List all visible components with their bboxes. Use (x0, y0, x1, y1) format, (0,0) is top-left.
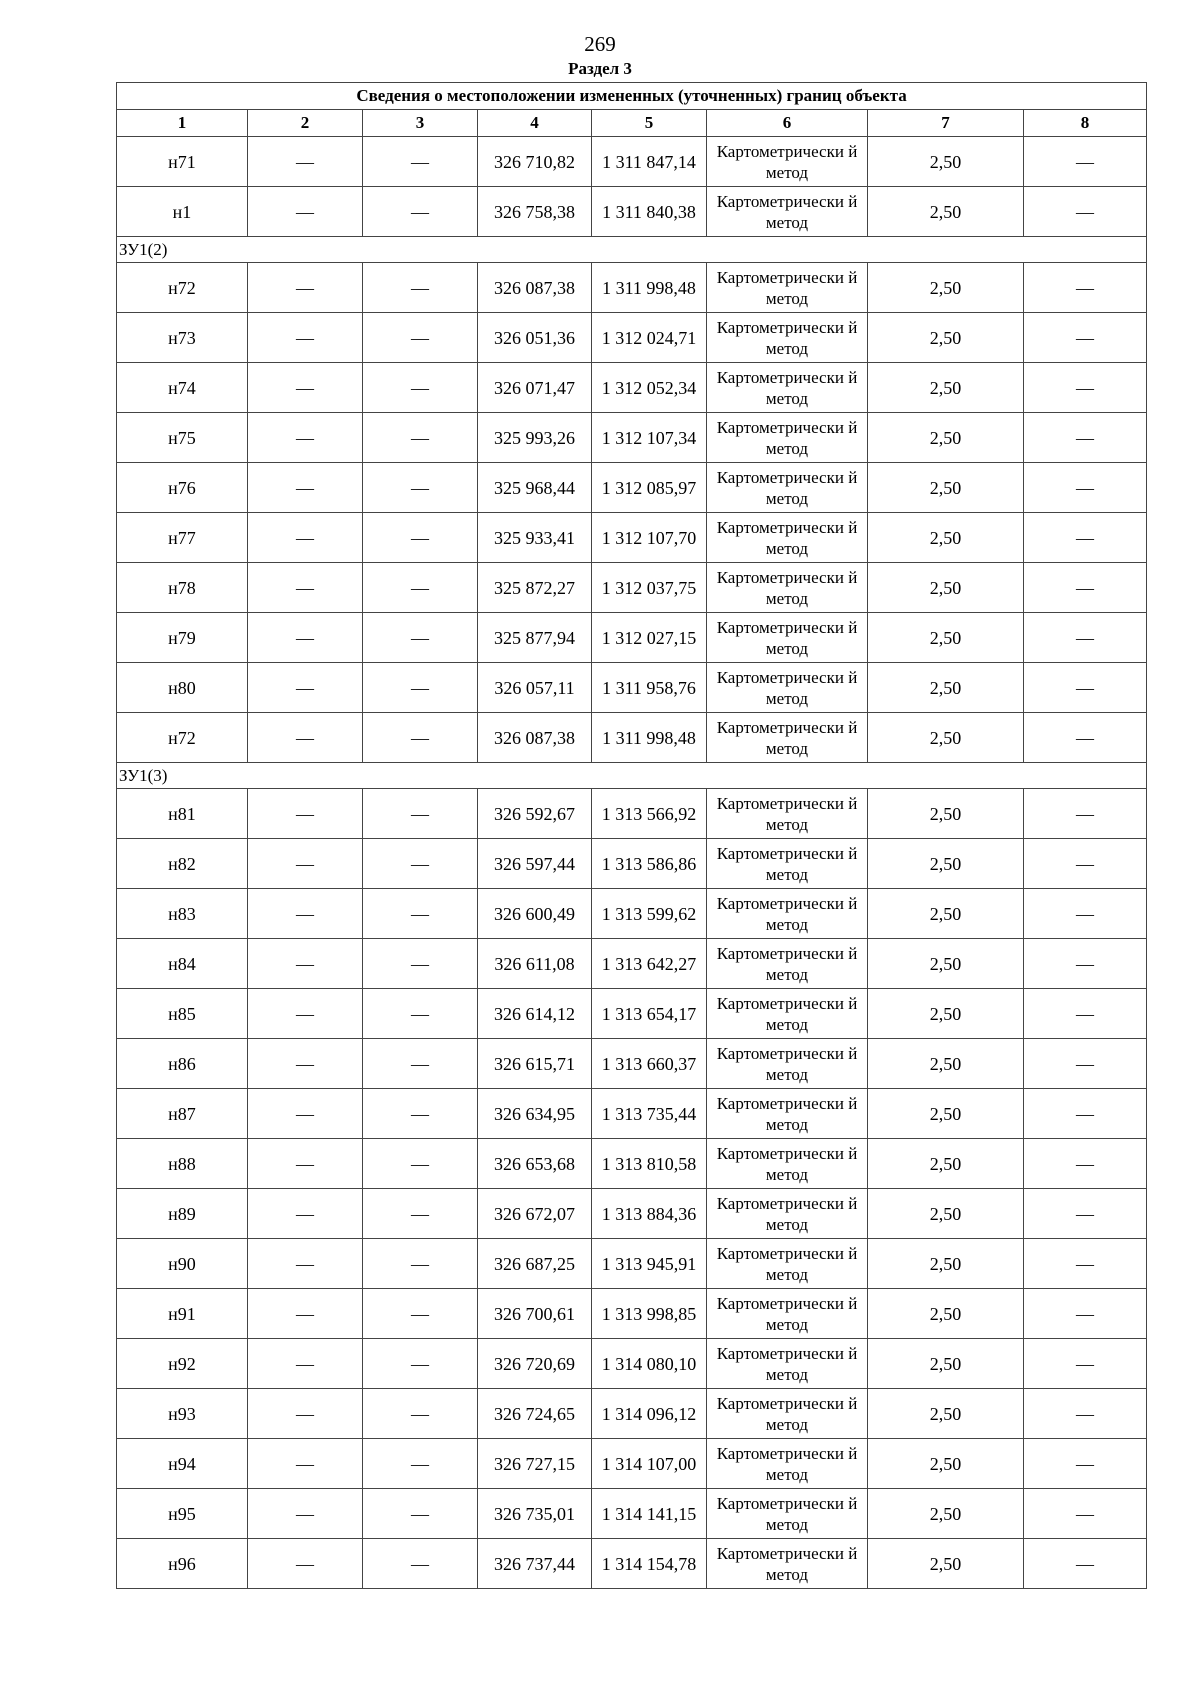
empty-dash-cell: — (1024, 789, 1147, 839)
page-number: 269 (584, 32, 616, 56)
precision-cell: 2,50 (868, 1089, 1024, 1139)
y-coordinate-cell: 1 311 958,76 (592, 663, 707, 713)
empty-dash-cell: — (363, 1039, 478, 1089)
empty-dash-cell: — (1024, 563, 1147, 613)
empty-dash-cell: — (1024, 889, 1147, 939)
point-name-cell: н82 (117, 839, 248, 889)
x-coordinate-cell: 326 720,69 (478, 1339, 592, 1389)
empty-dash-cell: — (363, 363, 478, 413)
empty-dash-cell: — (363, 463, 478, 513)
table-row (117, 1089, 1147, 1139)
column-number: 5 (592, 110, 707, 137)
table-row (117, 1289, 1147, 1339)
point-name-cell: н76 (117, 463, 248, 513)
table-row (117, 1539, 1147, 1589)
empty-dash-cell: — (363, 663, 478, 713)
table-row (117, 1239, 1147, 1289)
point-name-cell: н92 (117, 1339, 248, 1389)
x-coordinate-cell: 326 700,61 (478, 1289, 592, 1339)
precision-cell: 2,50 (868, 263, 1024, 313)
precision-cell: 2,50 (868, 1389, 1024, 1439)
point-name-cell: н80 (117, 663, 248, 713)
method-cell: Картометрически й метод (707, 1489, 868, 1539)
empty-dash-cell: — (1024, 1039, 1147, 1089)
y-coordinate-cell: 1 313 884,36 (592, 1189, 707, 1239)
empty-dash-cell: — (248, 1439, 363, 1489)
empty-dash-cell: — (363, 613, 478, 663)
empty-dash-cell: — (363, 1189, 478, 1239)
x-coordinate-cell: 326 592,67 (478, 789, 592, 839)
empty-dash-cell: — (248, 1039, 363, 1089)
x-coordinate-cell: 326 737,44 (478, 1539, 592, 1589)
empty-dash-cell: — (1024, 463, 1147, 513)
y-coordinate-cell: 1 313 566,92 (592, 789, 707, 839)
y-coordinate-cell: 1 313 660,37 (592, 1039, 707, 1089)
y-coordinate-cell: 1 311 840,38 (592, 187, 707, 237)
method-cell: Картометрически й метод (707, 1439, 868, 1489)
group-label: ЗУ1(2) (117, 237, 1147, 263)
x-coordinate-cell: 326 653,68 (478, 1139, 592, 1189)
point-name-cell: н86 (117, 1039, 248, 1089)
method-cell: Картометрически й метод (707, 1539, 868, 1589)
empty-dash-cell: — (1024, 939, 1147, 989)
method-cell: Картометрически й метод (707, 463, 868, 513)
method-cell: Картометрически й метод (707, 1239, 868, 1289)
column-number-row (117, 110, 1147, 137)
y-coordinate-cell: 1 312 085,97 (592, 463, 707, 513)
empty-dash-cell: — (1024, 1289, 1147, 1339)
x-coordinate-cell: 326 758,38 (478, 187, 592, 237)
empty-dash-cell: — (248, 263, 363, 313)
method-cell: Картометрически й метод (707, 663, 868, 713)
empty-dash-cell: — (248, 1139, 363, 1189)
y-coordinate-cell: 1 313 642,27 (592, 939, 707, 989)
empty-dash-cell: — (248, 789, 363, 839)
y-coordinate-cell: 1 311 847,14 (592, 137, 707, 187)
x-coordinate-cell: 326 600,49 (478, 889, 592, 939)
table-row (117, 1039, 1147, 1089)
method-cell: Картометрически й метод (707, 989, 868, 1039)
table-caption: Сведения о местоположении измененных (уточненных) границ объекта (117, 83, 1147, 110)
empty-dash-cell: — (363, 1139, 478, 1189)
y-coordinate-cell: 1 313 810,58 (592, 1139, 707, 1189)
empty-dash-cell: — (1024, 713, 1147, 763)
table-row (117, 313, 1147, 363)
y-coordinate-cell: 1 314 080,10 (592, 1339, 707, 1389)
group-label: ЗУ1(3) (117, 763, 1147, 789)
table-row (117, 839, 1147, 889)
precision-cell: 2,50 (868, 1289, 1024, 1339)
empty-dash-cell: — (363, 137, 478, 187)
empty-dash-cell: — (248, 663, 363, 713)
x-coordinate-cell: 325 968,44 (478, 463, 592, 513)
point-name-cell: н93 (117, 1389, 248, 1439)
table-row (117, 1439, 1147, 1489)
x-coordinate-cell: 325 993,26 (478, 413, 592, 463)
empty-dash-cell: — (1024, 1489, 1147, 1539)
empty-dash-cell: — (1024, 187, 1147, 237)
y-coordinate-cell: 1 313 586,86 (592, 839, 707, 889)
method-cell: Картометрически й метод (707, 1139, 868, 1189)
boundary-coordinates-table (116, 82, 1147, 1589)
empty-dash-cell: — (248, 1089, 363, 1139)
table-row (117, 1339, 1147, 1389)
column-number: 6 (707, 110, 868, 137)
empty-dash-cell: — (363, 889, 478, 939)
method-cell: Картометрически й метод (707, 939, 868, 989)
empty-dash-cell: — (1024, 1539, 1147, 1589)
empty-dash-cell: — (248, 989, 363, 1039)
empty-dash-cell: — (363, 1239, 478, 1289)
y-coordinate-cell: 1 312 037,75 (592, 563, 707, 613)
x-coordinate-cell: 326 057,11 (478, 663, 592, 713)
point-name-cell: н88 (117, 1139, 248, 1189)
empty-dash-cell: — (363, 989, 478, 1039)
empty-dash-cell: — (363, 1389, 478, 1439)
point-name-cell: н89 (117, 1189, 248, 1239)
empty-dash-cell: — (1024, 1189, 1147, 1239)
empty-dash-cell: — (248, 413, 363, 463)
point-name-cell: н1 (117, 187, 248, 237)
y-coordinate-cell: 1 311 998,48 (592, 263, 707, 313)
precision-cell: 2,50 (868, 413, 1024, 463)
table-row (117, 789, 1147, 839)
table-row (117, 363, 1147, 413)
empty-dash-cell: — (1024, 989, 1147, 1039)
empty-dash-cell: — (363, 1439, 478, 1489)
empty-dash-cell: — (1024, 839, 1147, 889)
y-coordinate-cell: 1 313 998,85 (592, 1289, 707, 1339)
point-name-cell: н78 (117, 563, 248, 613)
y-coordinate-cell: 1 314 107,00 (592, 1439, 707, 1489)
group-header-row (117, 763, 1147, 789)
method-cell: Картометрически й метод (707, 513, 868, 563)
empty-dash-cell: — (248, 313, 363, 363)
y-coordinate-cell: 1 313 945,91 (592, 1239, 707, 1289)
precision-cell: 2,50 (868, 1239, 1024, 1289)
point-name-cell: н71 (117, 137, 248, 187)
table-row (117, 137, 1147, 187)
x-coordinate-cell: 326 672,07 (478, 1189, 592, 1239)
empty-dash-cell: — (248, 137, 363, 187)
x-coordinate-cell: 326 614,12 (478, 989, 592, 1039)
empty-dash-cell: — (248, 187, 363, 237)
precision-cell: 2,50 (868, 713, 1024, 763)
empty-dash-cell: — (363, 1289, 478, 1339)
x-coordinate-cell: 326 710,82 (478, 137, 592, 187)
empty-dash-cell: — (1024, 363, 1147, 413)
empty-dash-cell: — (1024, 1239, 1147, 1289)
table-row (117, 1389, 1147, 1439)
method-cell: Картометрически й метод (707, 1189, 868, 1239)
table-row (117, 187, 1147, 237)
precision-cell: 2,50 (868, 1439, 1024, 1489)
empty-dash-cell: — (248, 1289, 363, 1339)
empty-dash-cell: — (1024, 1339, 1147, 1389)
x-coordinate-cell: 326 051,36 (478, 313, 592, 363)
precision-cell: 2,50 (868, 1039, 1024, 1089)
precision-cell: 2,50 (868, 137, 1024, 187)
method-cell: Картометрически й метод (707, 1339, 868, 1389)
y-coordinate-cell: 1 312 107,70 (592, 513, 707, 563)
y-coordinate-cell: 1 313 735,44 (592, 1089, 707, 1139)
precision-cell: 2,50 (868, 889, 1024, 939)
method-cell: Картометрически й метод (707, 1089, 868, 1139)
precision-cell: 2,50 (868, 613, 1024, 663)
column-number: 4 (478, 110, 592, 137)
x-coordinate-cell: 325 933,41 (478, 513, 592, 563)
table-row (117, 1189, 1147, 1239)
y-coordinate-cell: 1 314 141,15 (592, 1489, 707, 1539)
empty-dash-cell: — (1024, 663, 1147, 713)
point-name-cell: н91 (117, 1289, 248, 1339)
method-cell: Картометрически й метод (707, 613, 868, 663)
empty-dash-cell: — (1024, 1139, 1147, 1189)
empty-dash-cell: — (248, 1389, 363, 1439)
x-coordinate-cell: 326 634,95 (478, 1089, 592, 1139)
method-cell: Картометрически й метод (707, 1039, 868, 1089)
table-row (117, 263, 1147, 313)
table-row (117, 1489, 1147, 1539)
point-name-cell: н72 (117, 713, 248, 763)
precision-cell: 2,50 (868, 939, 1024, 989)
x-coordinate-cell: 325 877,94 (478, 613, 592, 663)
table-row (117, 713, 1147, 763)
x-coordinate-cell: 326 597,44 (478, 839, 592, 889)
section-title: Раздел 3 (568, 59, 632, 78)
y-coordinate-cell: 1 312 052,34 (592, 363, 707, 413)
point-name-cell: н75 (117, 413, 248, 463)
table-row (117, 463, 1147, 513)
column-number: 8 (1024, 110, 1147, 137)
empty-dash-cell: — (248, 363, 363, 413)
empty-dash-cell: — (1024, 1439, 1147, 1489)
empty-dash-cell: — (1024, 313, 1147, 363)
x-coordinate-cell: 326 727,15 (478, 1439, 592, 1489)
table-row (117, 513, 1147, 563)
empty-dash-cell: — (363, 1089, 478, 1139)
empty-dash-cell: — (1024, 1089, 1147, 1139)
method-cell: Картометрически й метод (707, 713, 868, 763)
empty-dash-cell: — (248, 713, 363, 763)
point-name-cell: н72 (117, 263, 248, 313)
table-row (117, 1139, 1147, 1189)
x-coordinate-cell: 326 087,38 (478, 713, 592, 763)
x-coordinate-cell: 325 872,27 (478, 563, 592, 613)
precision-cell: 2,50 (868, 513, 1024, 563)
x-coordinate-cell: 326 087,38 (478, 263, 592, 313)
point-name-cell: н74 (117, 363, 248, 413)
column-number: 3 (363, 110, 478, 137)
point-name-cell: н79 (117, 613, 248, 663)
empty-dash-cell: — (248, 563, 363, 613)
empty-dash-cell: — (248, 939, 363, 989)
precision-cell: 2,50 (868, 989, 1024, 1039)
y-coordinate-cell: 1 313 654,17 (592, 989, 707, 1039)
precision-cell: 2,50 (868, 789, 1024, 839)
y-coordinate-cell: 1 311 998,48 (592, 713, 707, 763)
point-name-cell: н90 (117, 1239, 248, 1289)
precision-cell: 2,50 (868, 463, 1024, 513)
y-coordinate-cell: 1 313 599,62 (592, 889, 707, 939)
empty-dash-cell: — (1024, 1389, 1147, 1439)
table-row (117, 989, 1147, 1039)
x-coordinate-cell: 326 735,01 (478, 1489, 592, 1539)
point-name-cell: н83 (117, 889, 248, 939)
method-cell: Картометрически й метод (707, 563, 868, 613)
point-name-cell: н73 (117, 313, 248, 363)
empty-dash-cell: — (363, 413, 478, 463)
empty-dash-cell: — (1024, 263, 1147, 313)
y-coordinate-cell: 1 312 027,15 (592, 613, 707, 663)
method-cell: Картометрически й метод (707, 263, 868, 313)
table-row (117, 663, 1147, 713)
precision-cell: 2,50 (868, 313, 1024, 363)
empty-dash-cell: — (248, 463, 363, 513)
y-coordinate-cell: 1 314 154,78 (592, 1539, 707, 1589)
y-coordinate-cell: 1 314 096,12 (592, 1389, 707, 1439)
point-name-cell: н85 (117, 989, 248, 1039)
empty-dash-cell: — (363, 789, 478, 839)
precision-cell: 2,50 (868, 363, 1024, 413)
method-cell: Картометрически й метод (707, 889, 868, 939)
empty-dash-cell: — (248, 839, 363, 889)
x-coordinate-cell: 326 687,25 (478, 1239, 592, 1289)
point-name-cell: н96 (117, 1539, 248, 1589)
empty-dash-cell: — (248, 1539, 363, 1589)
precision-cell: 2,50 (868, 563, 1024, 613)
empty-dash-cell: — (363, 313, 478, 363)
empty-dash-cell: — (363, 563, 478, 613)
empty-dash-cell: — (363, 513, 478, 563)
table-body (117, 137, 1147, 1589)
table-row (117, 889, 1147, 939)
precision-cell: 2,50 (868, 663, 1024, 713)
empty-dash-cell: — (1024, 613, 1147, 663)
point-name-cell: н84 (117, 939, 248, 989)
method-cell: Картометрически й метод (707, 413, 868, 463)
precision-cell: 2,50 (868, 1139, 1024, 1189)
point-name-cell: н81 (117, 789, 248, 839)
method-cell: Картометрически й метод (707, 839, 868, 889)
precision-cell: 2,50 (868, 1189, 1024, 1239)
precision-cell: 2,50 (868, 1339, 1024, 1389)
y-coordinate-cell: 1 312 107,34 (592, 413, 707, 463)
empty-dash-cell: — (248, 1489, 363, 1539)
method-cell: Картометрически й метод (707, 789, 868, 839)
method-cell: Картометрически й метод (707, 313, 868, 363)
empty-dash-cell: — (363, 187, 478, 237)
empty-dash-cell: — (363, 1489, 478, 1539)
x-coordinate-cell: 326 611,08 (478, 939, 592, 989)
table-row (117, 413, 1147, 463)
group-header-row (117, 237, 1147, 263)
precision-cell: 2,50 (868, 839, 1024, 889)
empty-dash-cell: — (248, 1189, 363, 1239)
empty-dash-cell: — (363, 839, 478, 889)
empty-dash-cell: — (248, 513, 363, 563)
empty-dash-cell: — (363, 1539, 478, 1589)
method-cell: Картометрически й метод (707, 137, 868, 187)
empty-dash-cell: — (248, 889, 363, 939)
table-row (117, 939, 1147, 989)
method-cell: Картометрически й метод (707, 187, 868, 237)
column-number: 1 (117, 110, 248, 137)
column-number: 2 (248, 110, 363, 137)
y-coordinate-cell: 1 312 024,71 (592, 313, 707, 363)
column-number: 7 (868, 110, 1024, 137)
empty-dash-cell: — (248, 613, 363, 663)
empty-dash-cell: — (1024, 413, 1147, 463)
point-name-cell: н87 (117, 1089, 248, 1139)
precision-cell: 2,50 (868, 187, 1024, 237)
empty-dash-cell: — (363, 263, 478, 313)
empty-dash-cell: — (363, 1339, 478, 1389)
precision-cell: 2,50 (868, 1539, 1024, 1589)
point-name-cell: н77 (117, 513, 248, 563)
point-name-cell: н95 (117, 1489, 248, 1539)
empty-dash-cell: — (363, 713, 478, 763)
precision-cell: 2,50 (868, 1489, 1024, 1539)
empty-dash-cell: — (363, 939, 478, 989)
method-cell: Картометрически й метод (707, 1289, 868, 1339)
empty-dash-cell: — (248, 1339, 363, 1389)
table-row (117, 563, 1147, 613)
method-cell: Картометрически й метод (707, 1389, 868, 1439)
x-coordinate-cell: 326 615,71 (478, 1039, 592, 1089)
table-row (117, 613, 1147, 663)
x-coordinate-cell: 326 724,65 (478, 1389, 592, 1439)
empty-dash-cell: — (1024, 137, 1147, 187)
empty-dash-cell: — (1024, 513, 1147, 563)
point-name-cell: н94 (117, 1439, 248, 1489)
method-cell: Картометрически й метод (707, 363, 868, 413)
x-coordinate-cell: 326 071,47 (478, 363, 592, 413)
empty-dash-cell: — (248, 1239, 363, 1289)
